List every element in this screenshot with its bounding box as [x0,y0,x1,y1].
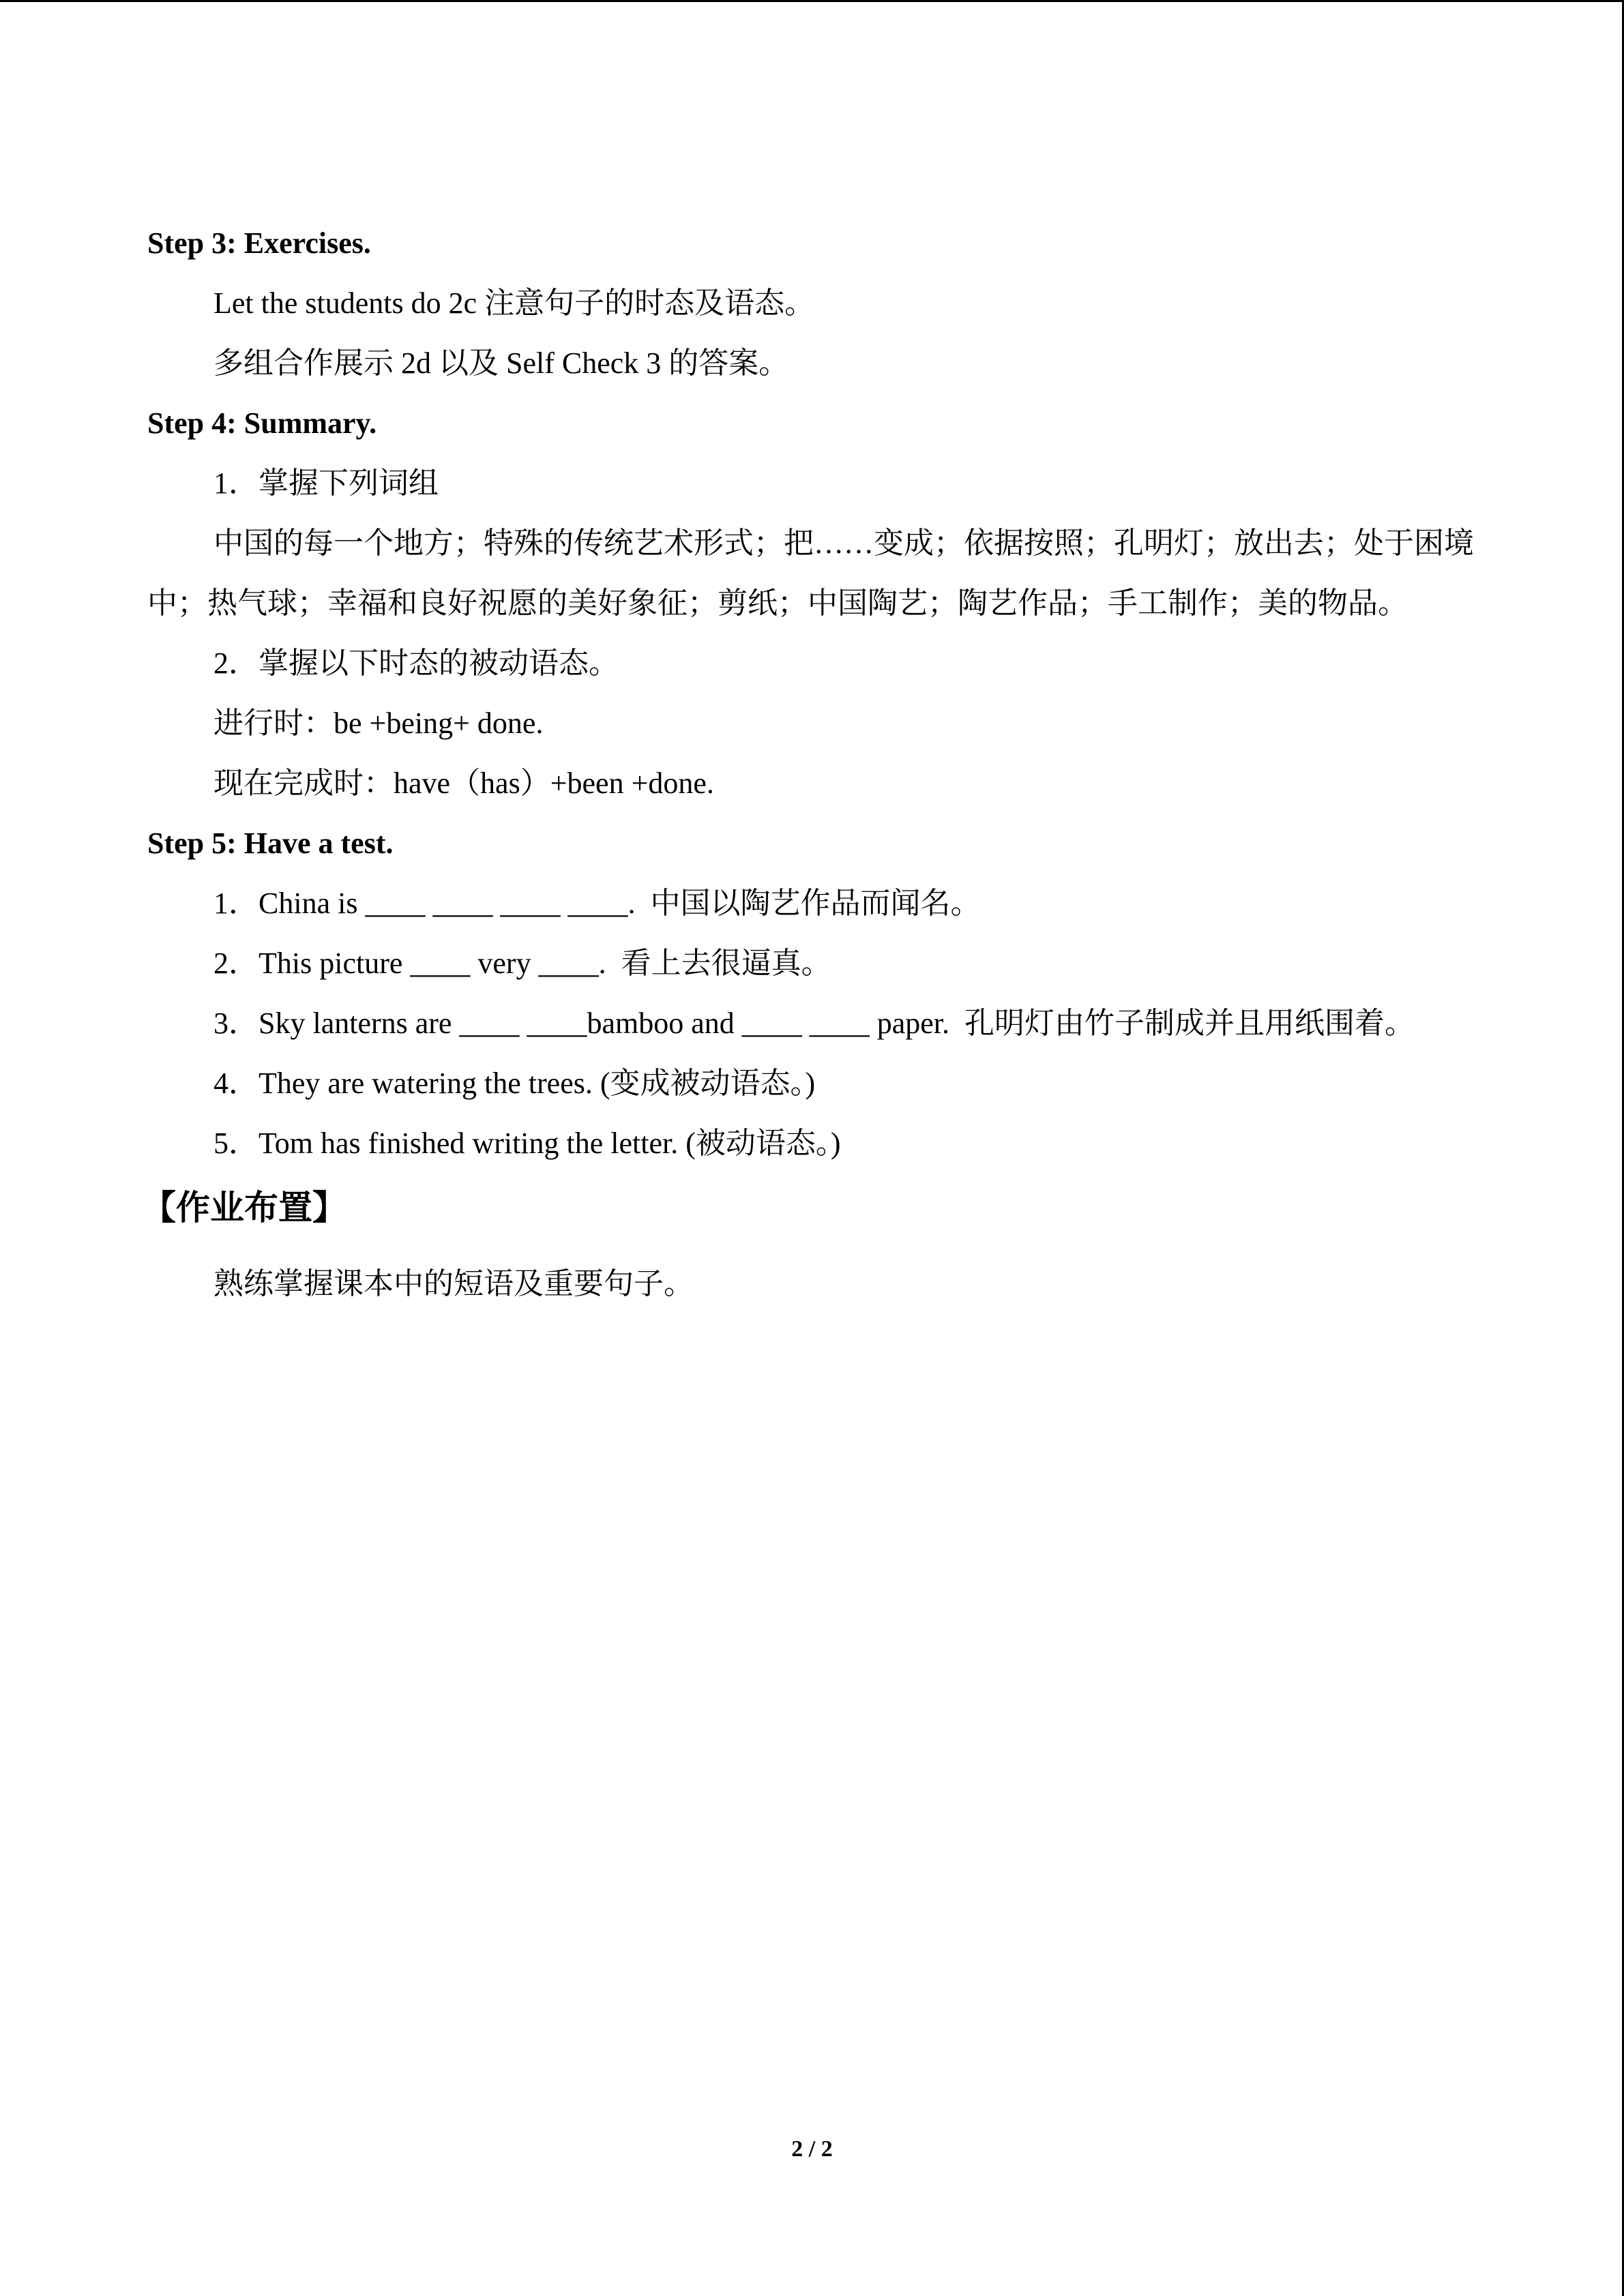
test-item-2: 2．This picture ____ very ____. 看上去很逼真。 [213,946,831,980]
step3-heading: Step 3: Exercises. [147,226,371,260]
homework-title: 【作业布置】 [142,1188,346,1227]
step4-item2-line-2: 现在完成时：have（has）+been +done. [213,766,714,800]
step3-line-2: 多组合作展示 2d 以及 Self Check 3 的答案。 [213,346,789,380]
step5-heading: Step 5: Have a test. [147,826,394,860]
test-item-1: 1．China is ____ ____ ____ ____. 中国以陶艺作品而闻名。 [213,886,981,920]
step4-item2-line-1: 进行时：be +being+ done. [213,706,544,740]
step3-line-1: Let the students do 2c 注意句子的时态及语态。 [213,286,815,320]
step4-item2-title: 2．掌握以下时态的被动语态。 [213,646,619,680]
test-item-4: 4．They are watering the trees. (变成被动语态。) [213,1067,816,1100]
step4-heading: Step 4: Summary. [147,406,377,440]
page-content [142,213,1484,1314]
test-item-3: 3．Sky lanterns are ____ ____bamboo and ____ ____ paper. 孔明灯由竹子制成并且用纸围着。 [213,1007,1415,1040]
step4-item1-text: 中国的每一个地方；特殊的传统艺术形式；把……变成；依据按照；孔明灯；放出去；处于困境中；热气球；幸福和良好祝愿的美好象征；剪纸；中国陶艺；陶艺作品；手工制作；美的物品。 [147,526,1474,620]
homework-text: 熟练掌握课本中的短语及重要句子。 [213,1267,694,1300]
page-number: 2 / 2 [791,2136,833,2162]
step4-item1-title: 1．掌握下列词组 [213,466,439,500]
test-item-5: 5．Tom has finished writing the letter. (被动语态。) [213,1127,841,1160]
